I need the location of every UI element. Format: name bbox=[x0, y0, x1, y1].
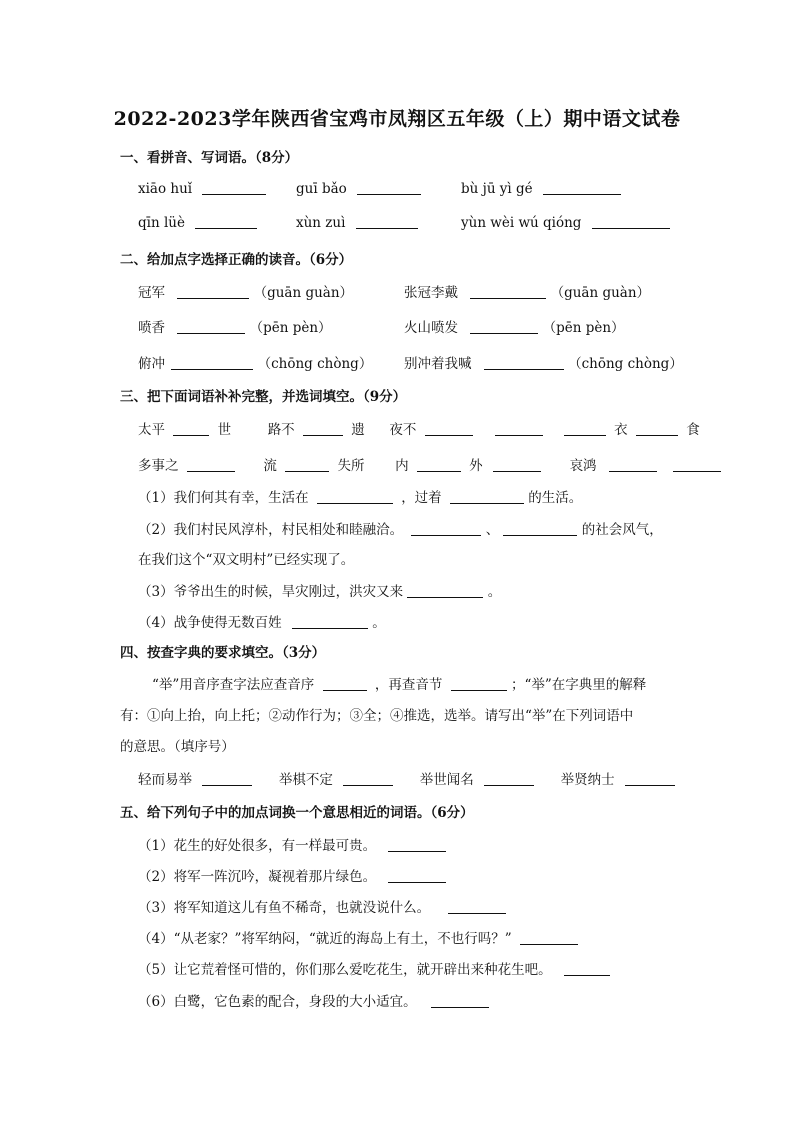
question-text: （3）将军知道这儿有鱼不稀奇，也就没说什么。 bbox=[138, 900, 431, 916]
idiom-row-2 bbox=[138, 454, 721, 474]
dictionary-question-line-3: 的意思。（填序号） bbox=[120, 739, 235, 755]
word: 张冠李戴 bbox=[404, 285, 458, 301]
answer-blank[interactable] bbox=[388, 837, 446, 852]
answer-blank[interactable] bbox=[484, 771, 534, 786]
options: （guān guàn） bbox=[550, 285, 651, 301]
answer-blank[interactable] bbox=[202, 180, 266, 195]
answer-blank[interactable] bbox=[357, 180, 421, 195]
reading-item bbox=[404, 352, 683, 372]
word: 举贤纳士 bbox=[560, 772, 615, 788]
answer-blank[interactable] bbox=[609, 457, 657, 472]
question-text: ，再查音节 bbox=[374, 677, 443, 693]
question-text: ；“举”在字典里的解释 bbox=[511, 677, 647, 693]
word: 俯冲 bbox=[138, 356, 165, 372]
section-5-heading: 五、给下列句子中的加点词换一个意思相近的词语。（6分） bbox=[120, 805, 474, 821]
question-text: （3）爷爷出生的时候，旱灾刚过，洪灾又来 bbox=[138, 584, 404, 600]
question-text: 。 bbox=[372, 615, 386, 631]
answer-blank[interactable] bbox=[388, 868, 446, 883]
idiom-part: 路不 bbox=[267, 422, 295, 438]
dictionary-question-line-2: 有：①向上抬，向上托；②动作行为；③全；④推选，选举。请写出“举”在下列词语中 bbox=[120, 708, 634, 724]
dictionary-question-line-1 bbox=[152, 673, 712, 693]
synonym-question bbox=[138, 990, 489, 1010]
question-text: （4）战争使得无数百姓 bbox=[138, 615, 282, 631]
question-text: （5）让它荒着怪可惜的，你们那么爱吃花生，就开辟出来种花生吧。 bbox=[138, 962, 552, 978]
answer-blank[interactable] bbox=[470, 319, 538, 334]
answer-blank[interactable] bbox=[564, 421, 606, 436]
synonym-question bbox=[138, 896, 506, 916]
pinyin-item bbox=[138, 180, 266, 197]
answer-blank[interactable] bbox=[520, 930, 578, 945]
idiom-part: 遗 bbox=[351, 422, 365, 438]
question-text: （6）白鹭，它色素的配合，身段的大小适宜。 bbox=[138, 994, 417, 1010]
question-text: （2）将军一阵沉吟，凝视着那片绿色。 bbox=[138, 869, 377, 885]
word: 火山喷发 bbox=[404, 320, 458, 336]
pinyin-item bbox=[296, 180, 421, 197]
pinyin-text: qīn lüè bbox=[138, 215, 185, 231]
question-text: 的生活。 bbox=[528, 490, 583, 506]
options: （pēn pèn） bbox=[249, 320, 332, 336]
answer-blank[interactable] bbox=[202, 771, 252, 786]
pinyin-text: guī bǎo bbox=[296, 181, 347, 197]
idiom-part: 太平 bbox=[138, 422, 165, 438]
word: 举棋不定 bbox=[278, 772, 333, 788]
answer-blank[interactable] bbox=[448, 899, 506, 914]
options: （guān guàn） bbox=[253, 285, 354, 301]
question-text: 的社会风气， bbox=[581, 522, 663, 538]
page-title: 2022-2023学年陕西省宝鸡市凤翔区五年级（上）期中语文试卷 bbox=[113, 108, 681, 130]
pinyin-text: xiāo huǐ bbox=[138, 181, 193, 197]
answer-blank[interactable] bbox=[177, 284, 249, 299]
pinyin-item bbox=[461, 180, 621, 197]
section-3-heading: 三、把下面词语补补完整，并选词填空。（9分） bbox=[120, 389, 407, 405]
answer-blank[interactable] bbox=[493, 457, 541, 472]
idiom-row-1 bbox=[138, 418, 700, 438]
section-2-heading: 二、给加点字选择正确的读音。（6分） bbox=[120, 252, 353, 268]
answer-blank[interactable] bbox=[673, 457, 721, 472]
question-text: （4）“从老家？”将军纳闷，“就近的海岛上有土，不也行吗？” bbox=[138, 931, 512, 947]
answer-blank[interactable] bbox=[484, 355, 564, 370]
fill-question-4 bbox=[138, 611, 386, 631]
pinyin-item bbox=[138, 214, 257, 231]
question-text: （1）花生的好处很多，有一样最可贵。 bbox=[138, 838, 377, 854]
idiom-part: 衣 bbox=[614, 422, 628, 438]
pinyin-text: xùn zuì bbox=[296, 215, 346, 231]
section-1-heading: 一、看拼音、写词语。（8分） bbox=[120, 150, 299, 166]
question-text: “举”用音序查字法应查音序 bbox=[152, 677, 315, 693]
answer-blank[interactable] bbox=[450, 489, 524, 504]
answer-blank[interactable] bbox=[323, 676, 367, 691]
idiom-part: 外 bbox=[469, 458, 483, 474]
idiom-part: 夜不 bbox=[389, 422, 417, 438]
question-text: 。 bbox=[487, 584, 502, 600]
answer-blank[interactable] bbox=[356, 214, 418, 229]
pinyin-text: bù jū yì gé bbox=[461, 181, 533, 197]
answer-blank[interactable] bbox=[417, 457, 461, 472]
answer-blank[interactable] bbox=[636, 421, 678, 436]
question-text: （1）我们何其有幸，生活在 bbox=[138, 490, 309, 506]
idiom-part: 食 bbox=[686, 422, 700, 438]
reading-item bbox=[138, 352, 372, 372]
answer-blank[interactable] bbox=[285, 457, 329, 472]
synonym-question bbox=[138, 834, 446, 854]
word: 别冲着我喊 bbox=[404, 356, 472, 372]
idiom-part: 多事之 bbox=[138, 458, 179, 474]
pinyin-item bbox=[296, 214, 418, 231]
pinyin-item bbox=[461, 214, 670, 231]
fill-question-3 bbox=[138, 580, 501, 600]
section-4-heading: 四、按查字典的要求填空。（3分） bbox=[120, 645, 326, 661]
reading-item bbox=[404, 316, 625, 336]
answer-blank[interactable] bbox=[431, 993, 489, 1008]
options: （chōng chòng） bbox=[568, 356, 683, 372]
synonym-question bbox=[138, 865, 446, 885]
answer-blank[interactable] bbox=[292, 614, 368, 629]
reading-item bbox=[138, 281, 353, 301]
question-text: 、 bbox=[485, 522, 500, 538]
answer-blank[interactable] bbox=[592, 214, 670, 229]
fill-question-2 bbox=[138, 518, 663, 538]
answer-blank[interactable] bbox=[495, 421, 543, 436]
answer-blank[interactable] bbox=[543, 180, 621, 195]
answer-blank[interactable] bbox=[425, 421, 473, 436]
answer-blank[interactable] bbox=[503, 521, 577, 536]
options: （pēn pèn） bbox=[542, 320, 625, 336]
reading-item bbox=[404, 281, 650, 301]
reading-item bbox=[138, 316, 332, 336]
answer-blank[interactable] bbox=[317, 489, 393, 504]
word: 轻而易举 bbox=[138, 772, 192, 788]
idiom-part: 流 bbox=[263, 458, 277, 474]
answer-blank[interactable] bbox=[343, 771, 393, 786]
answer-blank[interactable] bbox=[411, 521, 481, 536]
answer-blank[interactable] bbox=[303, 421, 343, 436]
synonym-question bbox=[138, 958, 610, 978]
idiom-part: 内 bbox=[395, 458, 409, 474]
synonym-question bbox=[138, 927, 578, 947]
answer-blank[interactable] bbox=[173, 421, 209, 436]
answer-blank[interactable] bbox=[407, 583, 483, 598]
word: 喷香 bbox=[138, 320, 165, 336]
idiom-part: 哀鸿 bbox=[569, 458, 597, 474]
fill-question-1 bbox=[138, 486, 582, 506]
question-text: ，过着 bbox=[401, 490, 442, 506]
question-text: （2）我们村民风淳朴，村民相处和睦融洽。 bbox=[138, 522, 404, 538]
options: （chōng chòng） bbox=[257, 356, 373, 372]
idiom-part: 失所 bbox=[337, 458, 365, 474]
dictionary-words-row bbox=[138, 768, 675, 788]
answer-blank[interactable] bbox=[564, 961, 610, 976]
pinyin-text: yùn wèi wú qióng bbox=[461, 215, 582, 231]
answer-blank[interactable] bbox=[470, 284, 546, 299]
idiom-part: 世 bbox=[217, 422, 232, 438]
fill-question-2-cont: 在我们这个“双文明村”已经实现了。 bbox=[138, 552, 355, 568]
answer-blank[interactable] bbox=[171, 355, 253, 370]
answer-blank[interactable] bbox=[195, 214, 257, 229]
word: 举世闻名 bbox=[419, 772, 474, 788]
word: 冠军 bbox=[138, 285, 165, 301]
answer-blank[interactable] bbox=[451, 676, 507, 691]
answer-blank[interactable] bbox=[177, 319, 245, 334]
answer-blank[interactable] bbox=[625, 771, 675, 786]
answer-blank[interactable] bbox=[187, 457, 235, 472]
